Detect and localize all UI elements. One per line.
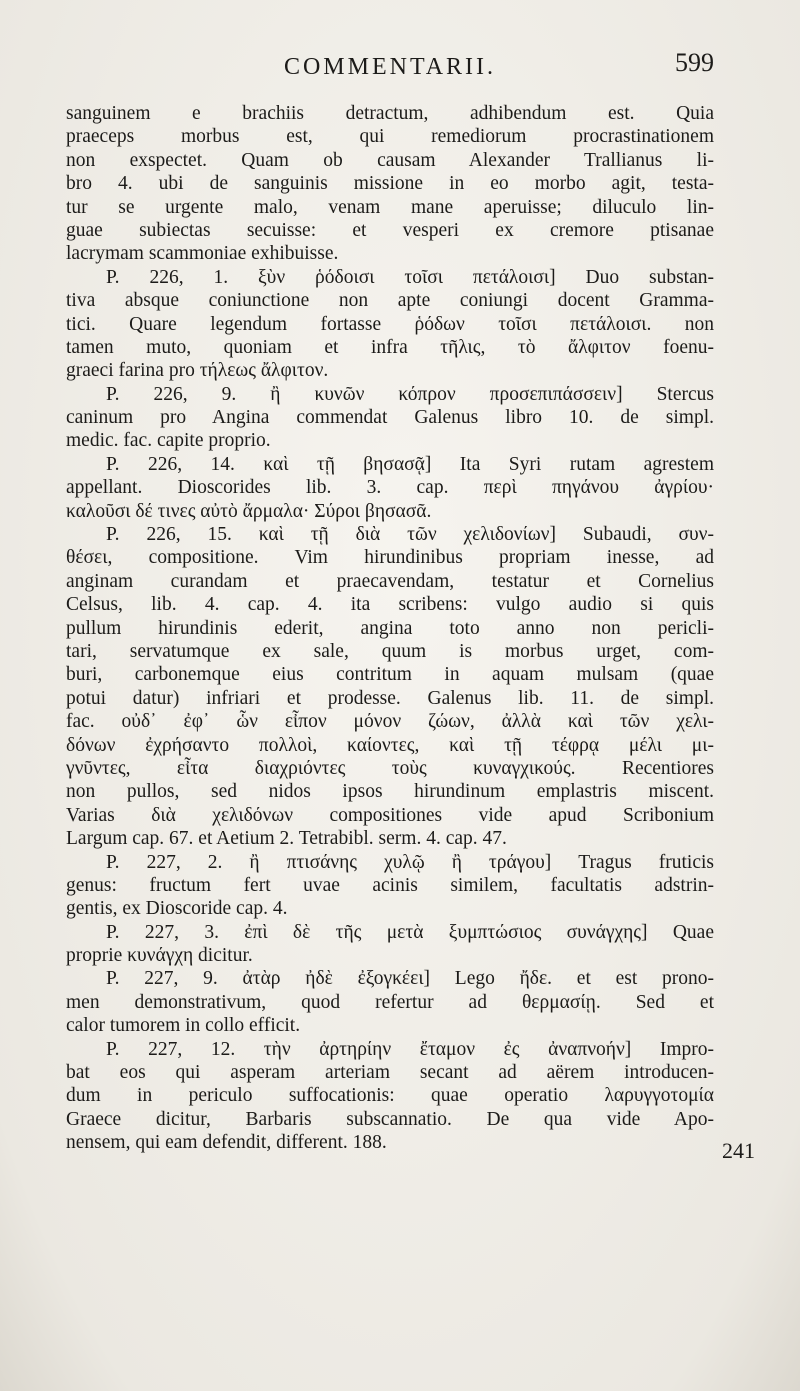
text-line: tici. Quare legendum fortasse ῥόδων τοῖσι πετάλοισι. non — [66, 313, 714, 335]
text-line: anginam curandam et praecavendam, testatur et Cornelius — [66, 570, 714, 592]
text-line: P. 226, 9. ἢ κυνῶν κόπρον προσεπιπάσσειν] Stercus — [106, 383, 714, 405]
text-line: dum in periculo suffocationis: quae operatio λαρυγγοτομία — [66, 1085, 714, 1107]
text-line: graeci farina pro τήλεως ἄλφιτον. — [66, 360, 329, 382]
text-line: P. 227, 12. τὴν ἀρτηρίην ἔταμον ἐς ἀναπνοήν] Impro- — [106, 1038, 714, 1060]
text-line: tur se urgente malo, venam mane aperuisse; diluculo lin- — [66, 196, 714, 218]
body-text — [66, 102, 714, 1155]
text-line: nensem, qui eam defendit, different. 188. — [66, 1132, 387, 1154]
text-line: fac. οὐδ᾽ ἐφ᾽ ὧν εἶπον μόνον ζώων, ἀλλὰ καὶ τῶν χελι- — [66, 711, 714, 733]
text-line: γνῦντες, εἶτα διαχριόντες τοὺς κυναγχικούς. Recentiores — [66, 757, 714, 779]
text-line: proprie κυνάγχη dicitur. — [66, 945, 253, 967]
text-line: sanguinem e brachiis detractum, adhibendum est. Quia — [66, 103, 714, 124]
text-line: καλοῦσι δέ τινες αὐτὸ ἄρμαλα· Σύροι βησασᾶ. — [66, 500, 432, 522]
text-line: non exspectet. Quam ob causam Alexander Trallianus li- — [66, 149, 714, 171]
text-line: P. 226, 15. καὶ τῇ διὰ τῶν χελιδονίων] Subaudi, συν- — [106, 524, 714, 546]
text-line: praeceps morbus est, qui remediorum procrastinationem — [66, 126, 714, 148]
text-line: bat eos qui asperam arteriam secant ad aërem introducen- — [66, 1062, 714, 1084]
text-line: P. 227, 3. ἐπὶ δὲ τῆς μετὰ ξυμπτώσιος συνάγχης] Quae — [106, 921, 714, 943]
text-line: θέσει, compositione. Vim hirundinibus propriam inesse, ad — [66, 547, 714, 569]
page-number: 599 — [675, 48, 714, 77]
text-line: tamen muto, quoniam et infra τῆλις, τὸ ἄλφιτον foenu- — [66, 336, 714, 358]
text-line: Graece dicitur, Barbaris subscannatio. De qua vide Apo- — [66, 1108, 714, 1130]
text-line: pullum hirundinis ederit, angina toto anno non pericli- — [66, 617, 714, 639]
text-line: P. 226, 14. καὶ τῇ βησασᾷ] Ita Syri rutam agrestem — [106, 453, 714, 475]
text-line: Celsus, lib. 4. cap. 4. ita scribens: vulgo audio si quis — [66, 594, 714, 616]
running-title: COMMENTARII. — [283, 54, 497, 80]
text-line: medic. fac. capite proprio. — [66, 430, 271, 452]
text-line: P. 227, 2. ἢ πτισάνης χυλῷ ἢ τράγου] Tragus fruticis — [106, 851, 714, 873]
text-line: potui datur) infriari et prodesse. Galenus lib. 11. de simpl. — [66, 687, 714, 709]
text-line: men demonstrativum, quod refertur ad θερμασίῃ. Sed et — [66, 991, 714, 1013]
text-line: bro 4. ubi de sanguinis missione in eo morbo agit, testa- — [66, 173, 714, 195]
text-line: guae subiectas secuisse: et vesperi ex cremore ptisanae — [66, 219, 714, 241]
text-line: gentis, ex Dioscoride cap. 4. — [66, 898, 288, 920]
text-line: tari, servatumque ex sale, quum is morbus urget, com- — [66, 640, 714, 662]
text-line: appellant. Dioscorides lib. 3. cap. περὶ πηγάνου ἀγρίου· — [66, 477, 714, 499]
text-line: genus: fructum fert uvae acinis similem, facultatis adstrin- — [66, 874, 714, 896]
text-line: Largum cap. 67. et Aetium 2. Tetrabibl. serm. 4. cap. 47. — [66, 828, 507, 850]
margin-page-reference: 241 — [722, 1138, 755, 1163]
text-line: tiva absque coniunctione non apte coniungi docent Gramma- — [66, 290, 714, 312]
text-line: δόνων ἐχρήσαντο πολλοὶ, καίοντες, καὶ τῇ τέφρᾳ μέλι μι- — [66, 734, 714, 756]
text-line: caninum pro Angina commendat Galenus libro 10. de simpl. — [66, 407, 714, 429]
text-line: P. 226, 1. ξὺν ῥόδοισι τοῖσι πετάλοισι] Duo substan- — [106, 266, 714, 288]
text-line: buri, carbonemque eius contritum in aquam mulsam (quae — [66, 664, 714, 686]
text-line: Varias διὰ χελιδόνων compositiones vide apud Scribonium — [66, 804, 714, 826]
text-line: non pullos, sed nidos ipsos hirundinum emplastris miscent. — [66, 781, 714, 803]
text-line: P. 227, 9. ἀτὰρ ἠδὲ ἐξογκέει] Lego ἤδε. et est prono- — [106, 968, 714, 990]
text-line: lacrymam scammoniae exhibuisse. — [66, 243, 339, 265]
page-header — [66, 48, 714, 88]
text-line: calor tumorem in collo efficit. — [66, 1015, 301, 1037]
